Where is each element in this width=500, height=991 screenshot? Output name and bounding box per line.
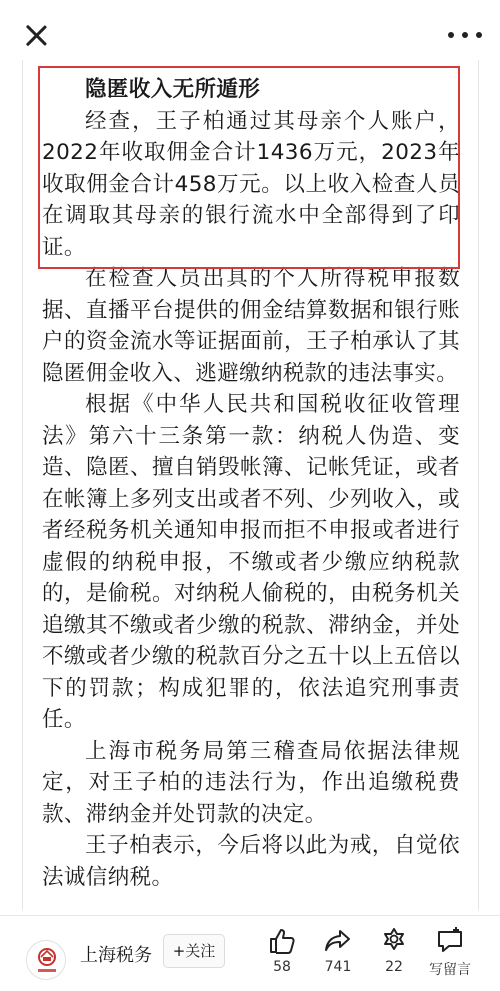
share-count: 741 — [324, 959, 352, 975]
article-paragraph: 经查，王子柏通过其母亲个人账户，2022年收取佣金合计1436万元，2023年收取佣金合计458万元。以上收入检查人员在调取其母亲的银行流水中全部得到了印证。 — [42, 108, 460, 260]
tax-emblem-icon — [27, 941, 66, 980]
account-avatar[interactable] — [26, 940, 66, 980]
share-icon — [323, 926, 353, 956]
recommend-button[interactable] — [364, 926, 424, 986]
section-heading: 隐匿收入无所遁形 — [85, 77, 261, 102]
thumbs-up-icon — [267, 926, 297, 956]
bottom-bar — [0, 915, 500, 991]
article-paragraph: 根据《中华人民共和国税收征收管理法》第六十三条第一款：纳税人伪造、变造、隐匿、擅自销毁帐簿、记帐凭证，或者在帐簿上多列支出或者不列、少列收入，或者经税务机关通知申报而拒不申报或者进行虚假的纳税申报，不缴或者少缴应纳税款的，是偷税。对纳税人偷税的，由税务机关追缴其不缴或者少缴的税款、滞纳金，并处不缴或者少缴的税款百分之五十以上五倍以下的罚款；构成犯罪的，依法追究刑事责任。 — [42, 392, 460, 732]
follow-button[interactable]: +关注 — [163, 934, 225, 968]
article-paragraph: 王子柏表示，今后将以此为戒，自觉依法诚信纳税。 — [42, 833, 460, 890]
article-content[interactable] — [0, 60, 500, 915]
comment-button[interactable] — [420, 926, 480, 986]
top-bar — [0, 0, 500, 68]
article-paragraph: 上海市税务局第三稽查局依据法律规定，对王子柏的违法行为，作出追缴税费款、滞纳金并处罚款的决定。 — [42, 738, 460, 827]
close-icon[interactable] — [20, 20, 52, 52]
article-paragraph: 在检查人员出具的个人所得税申报数据、直播平台提供的佣金结算数据和银行账户的资金流水等证据面前，王子柏承认了其隐匿佣金收入、逃避缴纳税款的违法事实。 — [42, 266, 460, 386]
like-count: 58 — [273, 959, 291, 975]
like-button[interactable] — [252, 926, 312, 986]
share-button[interactable] — [308, 926, 368, 986]
article-body — [0, 60, 500, 893]
recommend-count: 22 — [385, 959, 403, 975]
more-icon[interactable] — [448, 30, 482, 40]
comment-icon — [435, 926, 465, 956]
comment-label: 写留言 — [429, 962, 471, 978]
account-name[interactable]: 上海税务 — [80, 945, 152, 966]
recommend-icon — [379, 926, 409, 956]
